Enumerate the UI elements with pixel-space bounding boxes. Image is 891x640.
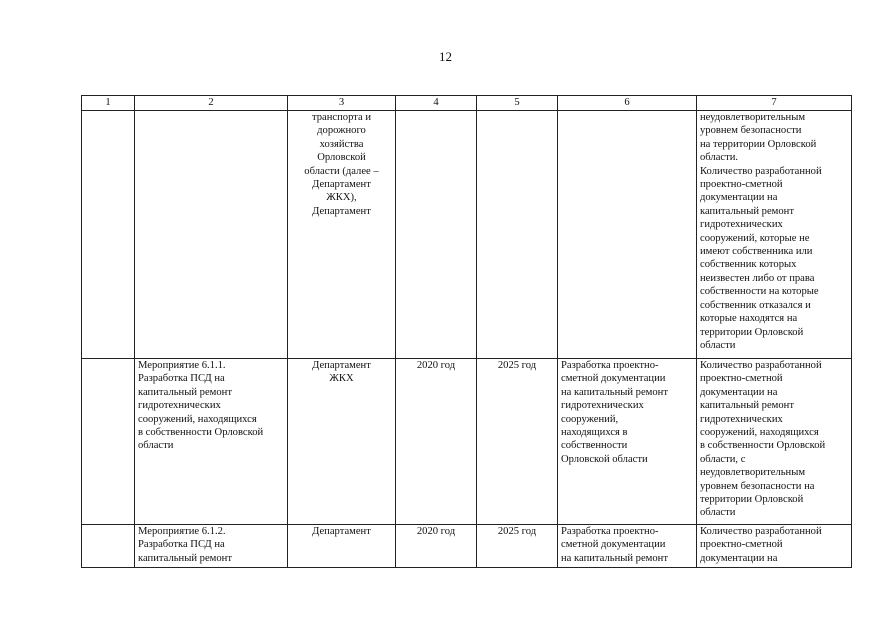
- row-cell-start: [396, 111, 477, 359]
- row-cell-executor: Департамент ЖКХ: [288, 359, 396, 525]
- row-cell-start: 2020 год: [396, 525, 477, 568]
- row-cell-number: [82, 111, 135, 359]
- row-cell-end: 2025 год: [477, 525, 558, 568]
- table-header-row: [82, 96, 852, 111]
- row-cell-end: [477, 111, 558, 359]
- column-header-2: 2: [135, 96, 288, 111]
- table-row: [82, 111, 852, 359]
- column-header-1: 1: [82, 96, 135, 111]
- row-cell-result: Разработка проектно- сметной документации на капитальный ремонт гидротехнических сооружений, находящихся в собственности Орловской области: [558, 359, 697, 525]
- row-cell-indicator: Количество разработанной проектно-сметной документации на: [697, 525, 852, 568]
- row-cell-end: 2025 год: [477, 359, 558, 525]
- column-header-6: 6: [558, 96, 697, 111]
- row-cell-executor: Департамент: [288, 525, 396, 568]
- row-cell-activity: Мероприятие 6.1.1. Разработка ПСД на капитальный ремонт гидротехнических сооружений, находящихся в собственности Орловской области: [135, 359, 288, 525]
- row-cell-result: [558, 111, 697, 359]
- column-header-7: 7: [697, 96, 852, 111]
- row-cell-start: 2020 год: [396, 359, 477, 525]
- column-header-3: 3: [288, 96, 396, 111]
- row-cell-activity: Мероприятие 6.1.2. Разработка ПСД на капитальный ремонт: [135, 525, 288, 568]
- page-number: 12: [439, 49, 452, 64]
- row-cell-number: [82, 525, 135, 568]
- column-header-4: 4: [396, 96, 477, 111]
- row-cell-number: [82, 359, 135, 525]
- row-cell-executor: транспорта и дорожного хозяйства Орловской области (далее – Департамент ЖКХ), Департамент: [288, 111, 396, 359]
- row-cell-activity: [135, 111, 288, 359]
- row-cell-indicator: неудовлетворительным уровнем безопасности на территории Орловской области. Количество разработанной проектно-сметной документации на капитальный ремонт гидротехнических сооружений, которые не имеют собственника или собственник которых неизвестен либо от права собственности на которые собственник отказался и которые находятся на территории Орловской области: [697, 111, 852, 359]
- column-header-5: 5: [477, 96, 558, 111]
- row-cell-result: Разработка проектно- сметной документации на капитальный ремонт: [558, 525, 697, 568]
- table-row: [82, 525, 852, 568]
- program-table: [81, 95, 852, 568]
- table-row: [82, 359, 852, 525]
- row-cell-indicator: Количество разработанной проектно-сметной документации на капитальный ремонт гидротехнических сооружений, находящихся в собственности Орловской области, с неудовлетворительным уровнем безопасности на территории Орловской области: [697, 359, 852, 525]
